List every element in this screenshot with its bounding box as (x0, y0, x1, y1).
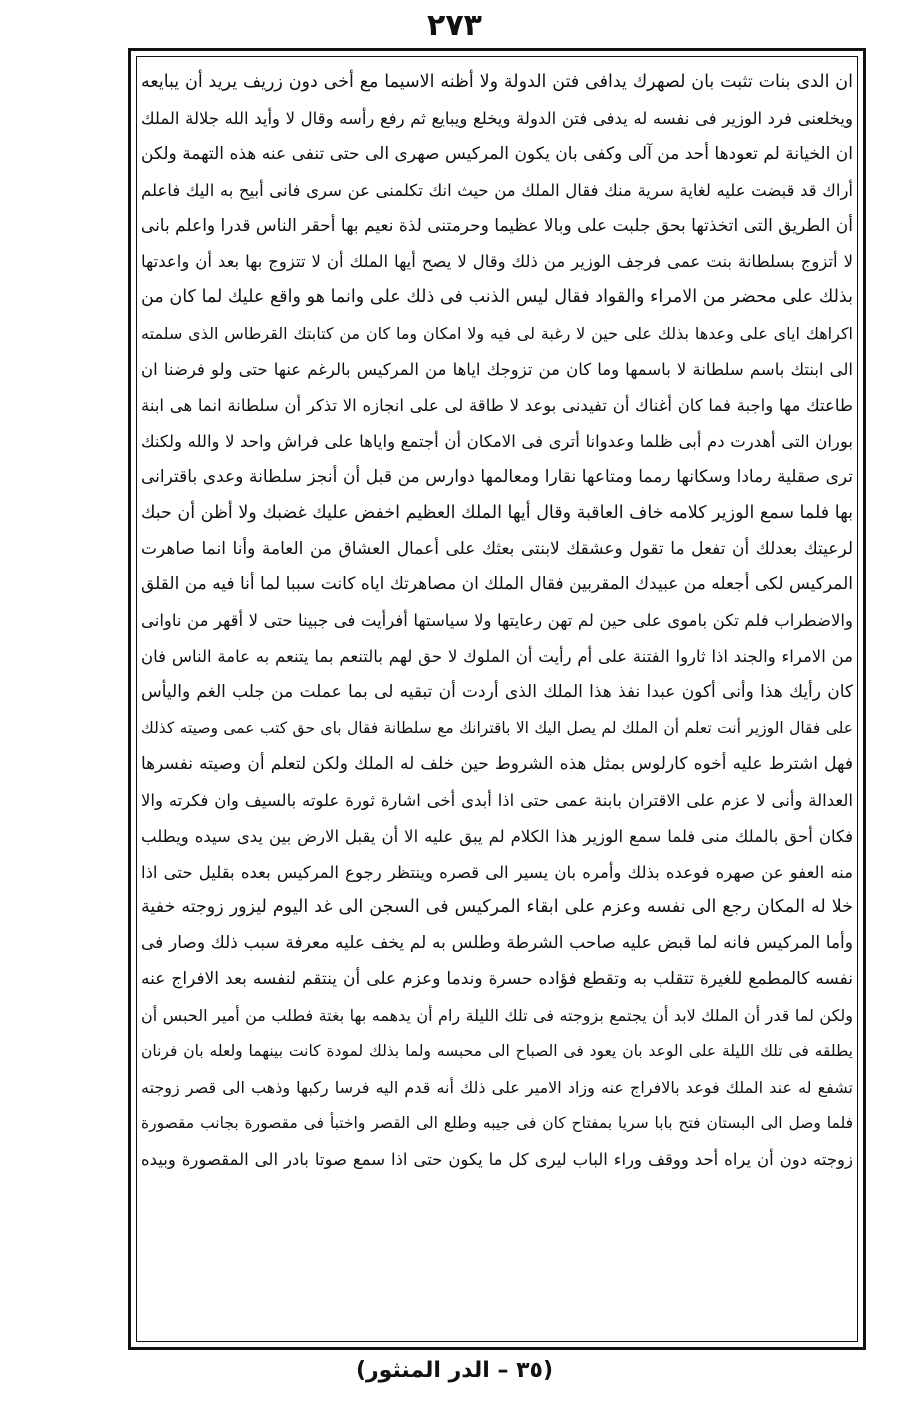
text-line: أراك قد قبضت عليه لغاية سرية منك فقال الملك من حيث انك تكلمنى عن سرى فانى أبيح به اليك فاعلم (141, 180, 853, 200)
text-frame (128, 48, 866, 1350)
text-line: بها فلما سمع الوزير كلامه خاف العاقبة وقال أيها الملك العظيم اخفض عليك غضبك ولا أظن أن حبك (141, 502, 853, 523)
text-line: كان رأيك هذا وأنى أكون عبدا نفذ هذا الملك الذى أردت أن تبقيه لى بما عملت من جلب الغم واليأس (141, 682, 853, 703)
text-line: نفسه كالمطمع للغيرة تتقلب به وتقطع فؤاده حسرة وندما وعزم على أن ينتقم لنفسه بعد الافراج عنه (141, 969, 853, 990)
text-line: العدالة وأنى لا عزم على الاقتران بابنة عمى حتى اذا أبدى أخى اشارة ثورة علوته بالسيف وان فكرته والا (141, 790, 853, 810)
text-line: فلما وصل الى البستان فتح بابا سريا بمفتاح كان فى جيبه وطلع الى القصر واختبأ فى مقصورة بجانب مقصورة (141, 1113, 853, 1132)
text-line: تشفع له عند الملك فوعد بالافراج عنه وزاد الامير على ذلك أنه قدم اليه فرسا ركبها وذهب الى قصر زوجته (141, 1077, 853, 1097)
text-line: يطلقه فى تلك الليلة على الوعد بان يعود فى الصباح الى محبسه ولما بذلك لمودة كانت بينهما ولعله بان فرنان (141, 1042, 853, 1061)
text-line: اكراهك اياى على وعدها بذلك على حين لا رغبة لى فيه ولا امكان وما كان من كتابتك القرطاس الذى سلمته (141, 324, 853, 344)
text-line: ان الدى بنات تثبت بان لصهرك يدافى فتن الدولة ولا أظنه الاسيما مع أخى دون زريف يريد أن يبايعه (141, 72, 853, 92)
text-line: طاعتك مها واجبة فما كان أغناك أن تفيدنى بوعد لا طاقة لى على انجازه الا تذكر أن سلطانة انما هى ابنة (141, 396, 853, 416)
page-footer: (٣٥ – الدر المنثور) (355, 1358, 554, 1383)
text-line: ولكن لما قدر أن الملك لابد أن يجتمع بزوجته فى تلك الليلة رام أن يدهمه بها بغتة فطلب من أمير الحبس أن (141, 1006, 853, 1026)
body-text (141, 65, 853, 1337)
text-line: زوجته دون أن يراه أحد ووقف وراء الباب ليرى كل ما يكون حتى اذا سمع صوتا بادر الى المقصورة وبيده (141, 1149, 853, 1169)
text-line: ترى صقلية رمادا وسكانها رمما ومتاعها نقارا ومعالمها دوارس من قبل أن أنجز سلطانة وعدى باقترانى (141, 466, 853, 487)
text-line: أن الطريق التى اتخذتها بحق جلبت على وبالا عظيما وحرمتنى لذة نعيم بها أحقر الناس قدرا واعلم بانى (141, 215, 853, 236)
text-line: لا أتزوج بسلطانة بنت عمى فرجف الوزير من ذلك وقال لا يصح أيها الملك أن لا تتزوج بها بعد أن واعدتها (141, 252, 853, 272)
text-line: لرعيتك بعدلك أن تفعل ما تقول وعشقك لابنتى بعثك على أعمال العشاق من العامة وأنا انما صاهرت (141, 538, 853, 559)
text-line: على فقال الوزير أنت تعلم أن الملك لم يصل اليك الا باقترانك مع سلطانة فقال باى حق كتب عمى وصيته كذلك (141, 719, 853, 738)
text-line: فهل اشترط عليه أخوه كارلوس بمثل هذه الشروط حين خلف له الملك ولكن لتعلم أن وصيته نفسرها (141, 753, 853, 774)
text-line: خلا له المكان رجع الى نفسه وعزم على ابقاء المركيس فى السجن الى غد اليوم ليزور زوجته خفية (141, 897, 853, 918)
page-number: ٢٧٣ (427, 8, 482, 43)
text-line: ويخلعنى فرد الوزير فى نفسه له يدفى فتن الدولة ويخلع ويبايع ثم رفع رأسه وقال لا وأيد الله جلالة الملك (141, 108, 853, 128)
text-line: ان الخيانة لم تعودها أحد من آلى وكفى بان يكون المركيس صهرى الى حتى تنفى عنه هذه التهمة ولكن (141, 143, 853, 164)
text-line: فكان أحق بالملك منى فلما سمع الوزير هذا الكلام لم يبق عليه الا أن يقبل الارض بين يدى سيده ويطلب (141, 826, 853, 846)
text-line: بذلك على محضر من الامراء والقواد فقال ليس الذنب فى ذلك على وانما هو واقع عليك لما كان من (141, 287, 853, 308)
text-line: من الامراء والجند اذا ثاروا الفتنة على أم رأيت أن الملوك لا حق لهم بالتنعم بما يتنعم به عامة الناس فان (141, 647, 853, 667)
text-line: وأما المركيس فانه لما قبض عليه صاحب الشرطة وطلس به لم يخف عليه معرفة سبب ذلك وصار فى (141, 933, 853, 954)
text-line: منه العفو عن صهره فوعده بذلك وأمره بان يسير الى قصره وينتظر رجوع المركيس بعده بقليل حتى اذا (141, 862, 853, 882)
text-line: والاضطراب فلم تكن باموى على حين لم تهن رعايتها ولا سياستها أفرأيت فى جبينا حتى لا أقهر من ناوانى (141, 611, 853, 631)
text-line: بوران التى أهدرت دم أبى ظلما وعدوانا أترى فى الامكان أن أجتمع واياها على فراش واحد لا والله ولكنك (141, 431, 853, 451)
text-line: المركيس لكى أجعله من عبيدك المقربين فقال الملك ان مصاهرتك اياه كانت سببا لما أنا فيه من القلق (141, 574, 853, 595)
text-line: الى ابنتك باسم سلطانة لا باسمها وما كان من تزوجك اياها من المركيس بالرغم عنها حتى ولو فرضنا ان (141, 360, 853, 380)
